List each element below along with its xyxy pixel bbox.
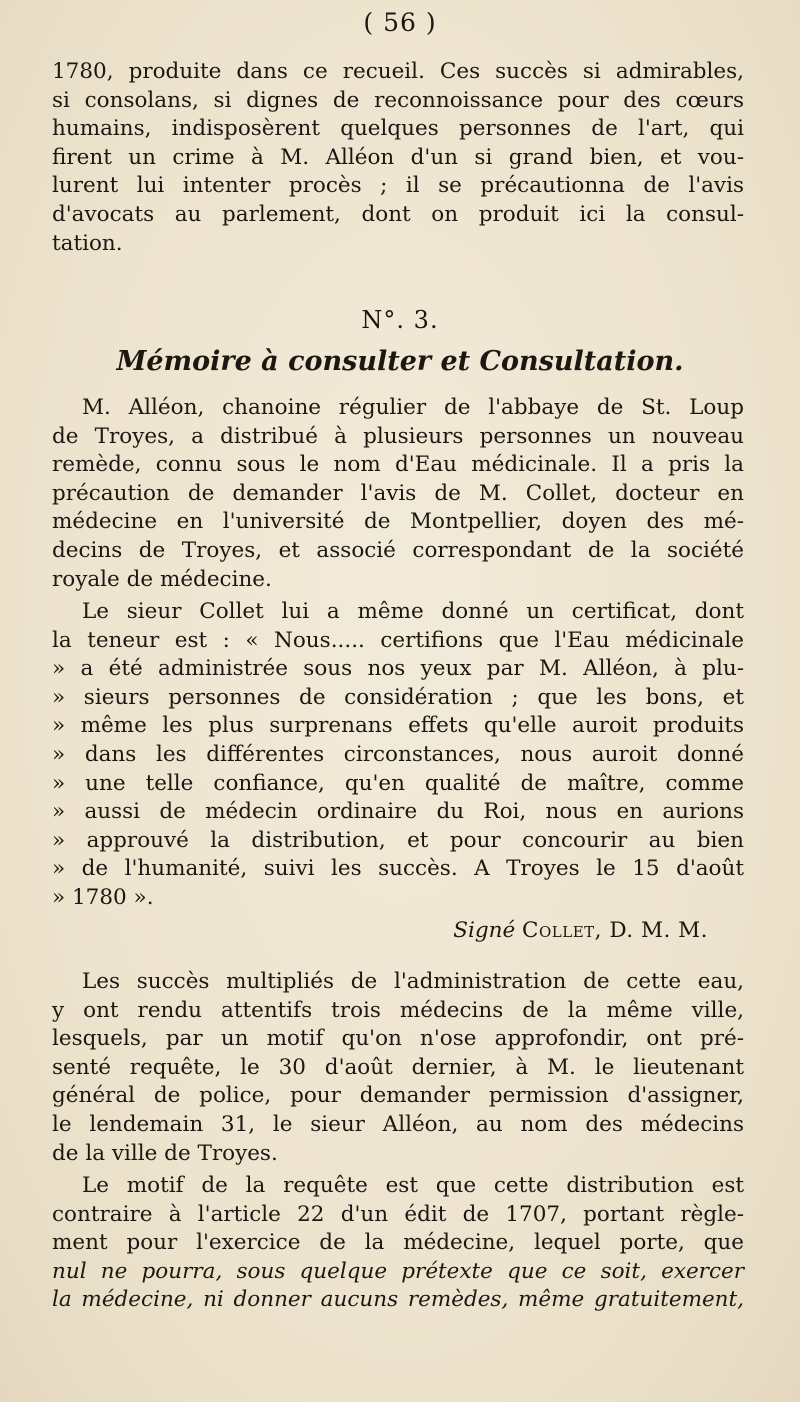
text-line: tation. <box>52 230 123 256</box>
text-line: » une telle confiance, qu'en qualité de maître, comme <box>52 770 744 796</box>
text-line: 1780, produite dans ce recueil. Ces succès si admirables, <box>52 59 744 84</box>
text-line: remède, connu sous le nom d'Eau médicinale. Il a pris la <box>52 452 744 478</box>
text-line: général de police, pour demander permission d'assigner, <box>52 1083 744 1109</box>
paragraph-4 <box>52 1172 744 1315</box>
page-number: ( 56 ) <box>363 8 437 37</box>
text-line: lesquels, par un motif qu'on n'ose approfondir, ont pré- <box>52 1026 744 1052</box>
text-line: le lendemain 31, le sieur Alléon, au nom des médecins <box>52 1111 744 1137</box>
section-number: N°. 3. <box>361 306 439 334</box>
text-line: de la ville de Troyes. <box>52 1140 278 1166</box>
text-line: » aussi de médecin ordinaire du Roi, nous en aurions <box>52 799 744 825</box>
text-line: humains, indisposèrent quelques personnes de l'art, qui <box>52 116 744 142</box>
text-line: » 1780 ». <box>52 884 154 910</box>
text-line: » a été administrée sous nos yeux par M. Alléon, à plu- <box>52 656 744 682</box>
text-line: contraire à l'article 22 d'un édit de 1707, portant règle- <box>52 1201 744 1227</box>
text-line: decins de Troyes, et associé correspondant de la société <box>52 537 744 563</box>
signature-label: Signé <box>453 917 516 943</box>
text-line: médecine en l'université de Montpellier, doyen des mé- <box>52 509 744 535</box>
text-line: précaution de demander l'avis de M. Collet, docteur en <box>52 480 744 506</box>
text-line: » sieurs personnes de considération ; que les bons, et <box>52 684 744 710</box>
section-title: Mémoire à consulter et Consultation. <box>116 346 684 377</box>
intro-paragraph <box>52 58 744 258</box>
signature <box>52 917 744 946</box>
text-line: senté requête, le 30 d'août dernier, à M. le lieutenant <box>52 1054 744 1080</box>
text-line: y ont rendu attentifs trois médecins de la même ville, <box>52 997 744 1023</box>
text-line: si consolans, si dignes de reconnoissance pour des cœurs <box>52 87 744 113</box>
paragraph-3 <box>52 968 744 1168</box>
text-line: d'avocats au parlement, dont on produit ici la consul- <box>52 201 744 227</box>
text-line: la médecine, ni donner aucuns remèdes, même gratuitement, <box>52 1287 744 1313</box>
text-line: de Troyes, a distribué à plusieurs personnes un nouveau <box>52 423 744 449</box>
text-line: M. Alléon, chanoine régulier de l'abbaye de St. Loup <box>82 395 744 420</box>
paragraph-1 <box>52 394 744 594</box>
text-line: lurent lui intenter procès ; il se précautionna de l'avis <box>52 173 744 199</box>
text-line: Les succès multipliés de l'administration de cette eau, <box>82 969 744 994</box>
text-line: firent un crime à M. Alléon d'un si grand bien, et vou- <box>52 144 744 170</box>
text-line: » dans les différentes circonstances, nous auroit donné <box>52 741 744 767</box>
text-line: royale de médecine. <box>52 566 272 592</box>
text-line: ment pour l'exercice de la médecine, lequel porte, que <box>52 1230 744 1256</box>
text-line: » approuvé la distribution, et pour concourir au bien <box>52 827 744 853</box>
text-line: Le sieur Collet lui a même donné un certificat, dont <box>82 599 744 624</box>
text-line: » de l'humanité, suivi les succès. A Troyes le 15 d'août <box>52 856 744 882</box>
text-line: nul ne pourra, sous quelque prétexte que ce soit, exercer <box>52 1258 744 1284</box>
text-line: la teneur est : « Nous..... certifions que l'Eau médicinale <box>52 627 744 653</box>
text-line: » même les plus surprenans effets qu'elle auroit produits <box>52 713 744 739</box>
text-line: Le motif de la requête est que cette distribution est <box>82 1173 744 1198</box>
signature-name: Collet, D. M. M. <box>522 917 708 943</box>
paragraph-2-certificate <box>52 598 744 945</box>
